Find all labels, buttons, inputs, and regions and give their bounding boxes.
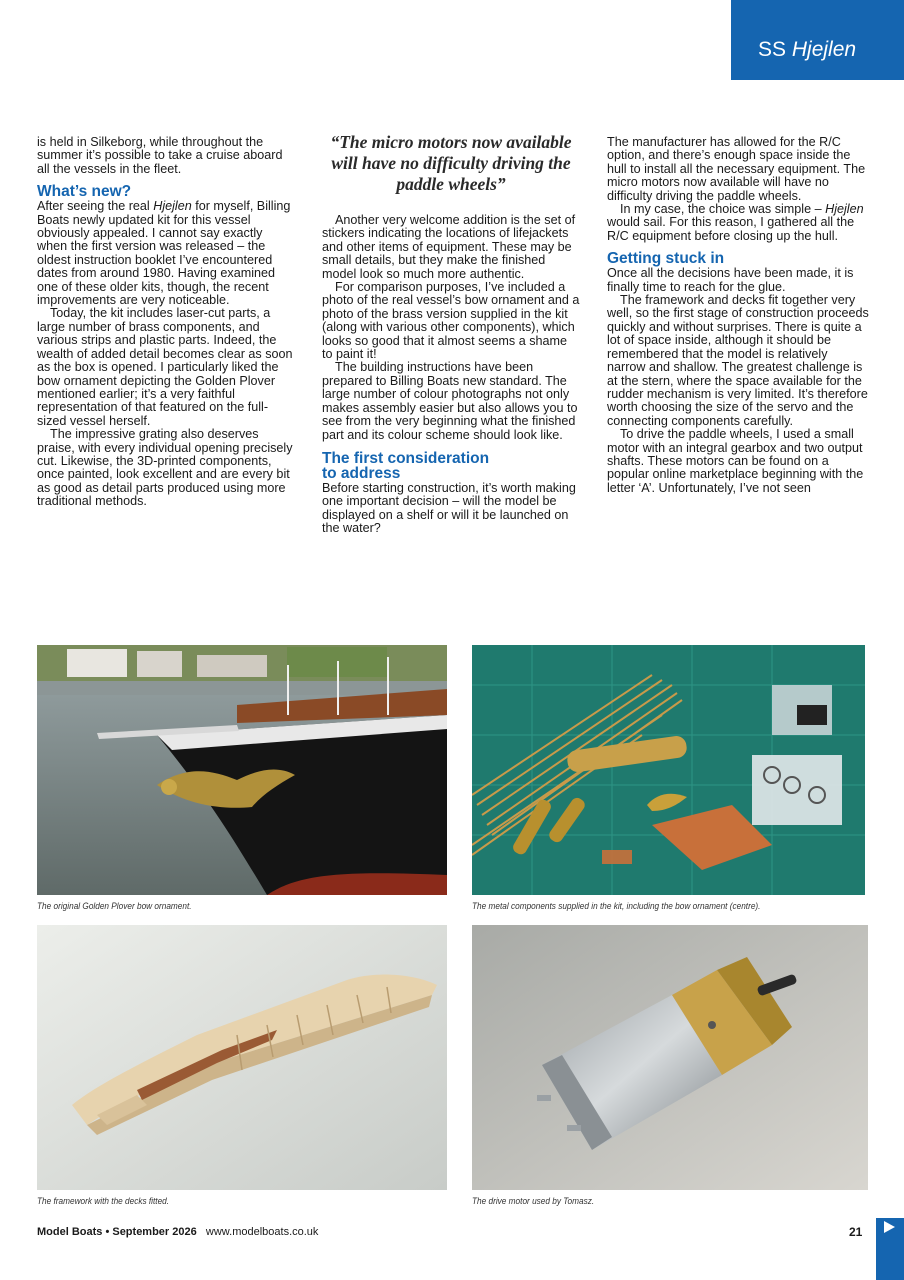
paragraph: The impressive grating also deserves praise, with every individual opening precisely cut. Likewise, the 3D-printed components, once painted, look excellent and are every bit as good as detail parts produced using more traditional methods. bbox=[37, 427, 293, 509]
paragraph: The manufacturer has allowed for the R/C option, and there’s enough space inside the hull to install all the necessary equipment. The micro motors now available will have no difficulty driving the paddle wheels. bbox=[607, 135, 866, 203]
photo-framework bbox=[37, 925, 447, 1190]
subheading-first-consideration: The first consideration to address bbox=[322, 449, 490, 482]
pull-quote: “The micro motors now available will have no difficulty driving the paddle wheels” bbox=[330, 132, 572, 194]
paragraph: is held in Silkeborg, while throughout the summer it’s possible to take a cruise aboard all the vessels in the fleet. bbox=[37, 135, 283, 176]
metal-components-image bbox=[472, 645, 865, 895]
play-arrow-icon bbox=[884, 1221, 895, 1233]
section-tab-title: Hjejlen bbox=[791, 38, 857, 61]
magazine-issue: Model Boats • September 2026 bbox=[37, 1226, 197, 1238]
website-url: www.modelboats.co.uk bbox=[205, 1226, 319, 1238]
drive-motor-image bbox=[472, 925, 868, 1190]
next-page-arrow[interactable] bbox=[876, 1218, 904, 1280]
subheading-whats-new: What’s new? bbox=[37, 183, 132, 201]
subheading-getting-stuck-in: Getting stuck in bbox=[607, 250, 725, 268]
paragraph: Another very welcome addition is the set of stickers indicating the locations of lifejackets and other items of equipment. These may be small details, but they make the finished model look so much more authentic. bbox=[322, 213, 576, 281]
photo-bow-ornament bbox=[37, 645, 447, 895]
paragraph: Once all the decisions have been made, it is finally time to reach for the glue. bbox=[607, 266, 854, 294]
paragraph: The framework and decks fit together very well, so the first stage of construction proceeds quickly and without surprises. There is quite a lot of space inside, although it should be remembered that the model is relatively narrow and shallow. The greatest challenge is at the stern, where the space available for the rudder mechanism is very limited. It’s therefore worth choosing the size of the servo and the connecting components carefully. bbox=[607, 293, 869, 428]
photo-metal-components bbox=[472, 645, 865, 895]
paragraph: The building instructions have been prepared to Billing Boats new standard. The large number of colour photographs not only makes assembly easier but also allows you to see from the very beginning what the finished part and its colour scheme should look like. bbox=[322, 360, 578, 442]
vessel-name: Hjejlen bbox=[153, 199, 192, 214]
bow-ornament-image bbox=[37, 645, 447, 895]
vessel-name: Hjejlen bbox=[825, 202, 864, 217]
paragraph: After seeing the real Hjejlen for myself, Billing Boats newly updated kit for this vessel obviously appealed. I cannot say exactly when the first version was released – the oldest instruction booklet I’ve encountered dates from around 1980. Having examined one of these older kits, though, the recent improvements are very noticeable. bbox=[37, 199, 291, 308]
caption-metal-components: The metal components supplied in the kit, including the bow ornament (centre). bbox=[472, 901, 761, 912]
caption-drive-motor: The drive motor used by Tomasz. bbox=[472, 1196, 595, 1207]
paragraph: Today, the kit includes laser-cut parts, a large number of brass components, and various strips and plastic parts. Indeed, the wealth of added detail becomes clear as soon as the box is opened. I particularly liked the bow ornament depicting the Golden Plover mentioned earlier; it’s a very faithful representation of that featured on the full-sized vessel herself. bbox=[37, 306, 293, 428]
paragraph: In my case, the choice was simple – Hjejlen would sail. For this reason, I gathered all the R/C equipment before closing up the hull. bbox=[607, 202, 864, 243]
photo-drive-motor bbox=[472, 925, 868, 1190]
page-footer bbox=[37, 1226, 318, 1238]
column-2 bbox=[322, 132, 580, 536]
caption-framework: The framework with the decks fitted. bbox=[37, 1196, 170, 1207]
paragraph: To drive the paddle wheels, I used a small motor with an integral gearbox and two output shafts. These motors can be found on a popular online marketplace beginning with the letter ‘A’. Unfortunately, I’ve not seen bbox=[607, 427, 864, 495]
column-1 bbox=[37, 136, 295, 509]
section-tab-prefix: SS bbox=[758, 38, 787, 61]
caption-bow-ornament: The original Golden Plover bow ornament. bbox=[37, 901, 192, 912]
paragraph: Before starting construction, it’s worth making one important decision – will the model be displayed on a shelf or will it be launched on the water? bbox=[322, 480, 576, 536]
page-number: 21 bbox=[849, 1225, 863, 1239]
paragraph: For comparison purposes, I’ve included a photo of the real vessel’s bow ornament and a photo of the brass version supplied in the kit (along with various other components), which looks so good that it almost seems a shame to paint it! bbox=[322, 280, 580, 362]
framework-image bbox=[37, 925, 447, 1190]
column-3 bbox=[607, 136, 869, 495]
section-tab bbox=[731, 0, 904, 80]
